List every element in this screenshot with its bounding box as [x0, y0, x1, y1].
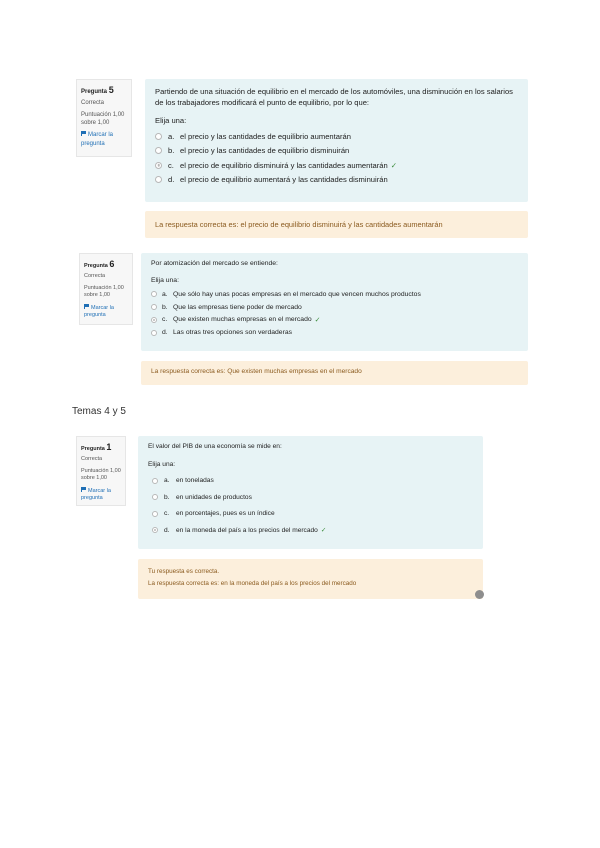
answer-option[interactable]: c. Que existen muchas empresas en el mercado ✓: [151, 313, 518, 326]
flag-question-link[interactable]: Marcar la pregunta: [81, 132, 114, 147]
question-number: Pregunta 1: [81, 442, 112, 452]
radio-button[interactable]: [152, 494, 158, 500]
answer-prompt: Elija una:: [148, 460, 176, 468]
question-state: Correcta: [81, 100, 105, 107]
question-state: Correcta: [84, 273, 106, 280]
correct-answer-text: La respuesta correcta es: el precio de equilibrio disminuirá y las cantidades aumentarán: [155, 220, 443, 229]
question-formulation: [141, 253, 528, 351]
answer-option[interactable]: c. en porcentajes, pues es un índice: [148, 506, 473, 523]
answer-option[interactable]: b. en unidades de productos: [148, 489, 473, 506]
question-formulation: [145, 79, 528, 202]
answer-prompt: Elija una:: [151, 276, 179, 284]
check-icon: ✓: [320, 527, 327, 535]
question-state: Correcta: [81, 456, 103, 463]
feedback-box: [138, 559, 483, 599]
chat-bubble-icon[interactable]: [475, 590, 484, 599]
radio-button[interactable]: [151, 291, 157, 297]
radio-button[interactable]: [155, 133, 162, 140]
answer-option[interactable]: a. Que sólo hay unas pocas empresas en el mercado que vencen muchos productos: [151, 288, 518, 301]
answer-option[interactable]: c. el precio de equilibrio disminuirá y las cantidades aumentarán ✓: [155, 158, 518, 173]
radio-button[interactable]: [151, 304, 157, 310]
question-number: Pregunta 5: [81, 85, 114, 95]
question-info-panel: [76, 436, 126, 506]
answer-option[interactable]: a. el precio y las cantidades de equilibrio aumentarán: [155, 129, 518, 144]
flag-icon: [84, 304, 89, 309]
answer-option[interactable]: b. el precio y las cantidades de equilibrio disminuirán: [155, 144, 518, 159]
answer-option[interactable]: d. en la moneda del país a los precios del mercado ✓: [148, 522, 473, 539]
question-text: Por atomización del mercado se entiende:: [151, 260, 278, 267]
flag-question-link[interactable]: Marcar la pregunta: [81, 487, 111, 502]
question-formulation: [138, 436, 483, 549]
correct-answer-text: La respuesta correcta es: en la moneda del país a los precios del mercado: [148, 579, 357, 587]
answer-list: [155, 129, 518, 187]
feedback-box: [141, 361, 528, 385]
question-info-panel: [79, 253, 133, 325]
feedback-text: Tu respuesta es correcta.: [148, 568, 220, 575]
radio-button[interactable]: [152, 511, 158, 517]
question-grade: Puntuación 1,00 sobre 1,00: [81, 467, 121, 482]
question-grade: Puntuación 1,00 sobre 1,00: [81, 112, 125, 127]
answer-option[interactable]: a. en toneladas: [148, 473, 473, 490]
answer-option[interactable]: d. Las otras tres opciones son verdaderas: [151, 326, 518, 339]
question-info-panel: [76, 79, 132, 157]
radio-button-selected[interactable]: [155, 162, 162, 169]
flag-question-link[interactable]: Marcar la pregunta: [84, 304, 114, 319]
answer-list: [151, 288, 518, 339]
radio-button[interactable]: [151, 330, 157, 336]
answer-option[interactable]: b. Que las empresas tiene poder de mercado: [151, 301, 518, 314]
section-title: Temas 4 y 5: [72, 406, 126, 417]
answer-option[interactable]: d. el precio de equilibrio aumentará y las cantidades disminuirán: [155, 173, 518, 188]
question-text: El valor del PIB de una economía se mide en:: [148, 443, 282, 450]
radio-button[interactable]: [152, 478, 158, 484]
radio-button[interactable]: [155, 176, 162, 183]
question-text: Partiendo de una situación de equilibrio en el mercado de los automóviles, una disminución en los salarios de los trabajadores modificará el punto de equilibrio, por lo que:: [155, 87, 513, 107]
radio-button[interactable]: [155, 147, 162, 154]
correct-answer-text: La respuesta correcta es: Que existen muchas empresas en el mercado: [151, 368, 362, 375]
answer-list: [148, 473, 473, 539]
radio-button-selected[interactable]: [151, 317, 157, 323]
question-grade: Puntuación 1,00 sobre 1,00: [84, 284, 124, 299]
check-icon: ✓: [390, 160, 398, 170]
radio-button-selected[interactable]: [152, 527, 158, 533]
flag-icon: [81, 487, 86, 492]
check-icon: ✓: [314, 316, 321, 324]
flag-icon: [81, 131, 86, 136]
question-number: Pregunta 6: [84, 259, 115, 269]
answer-prompt: Elija una:: [155, 116, 187, 125]
feedback-box: [145, 211, 528, 238]
